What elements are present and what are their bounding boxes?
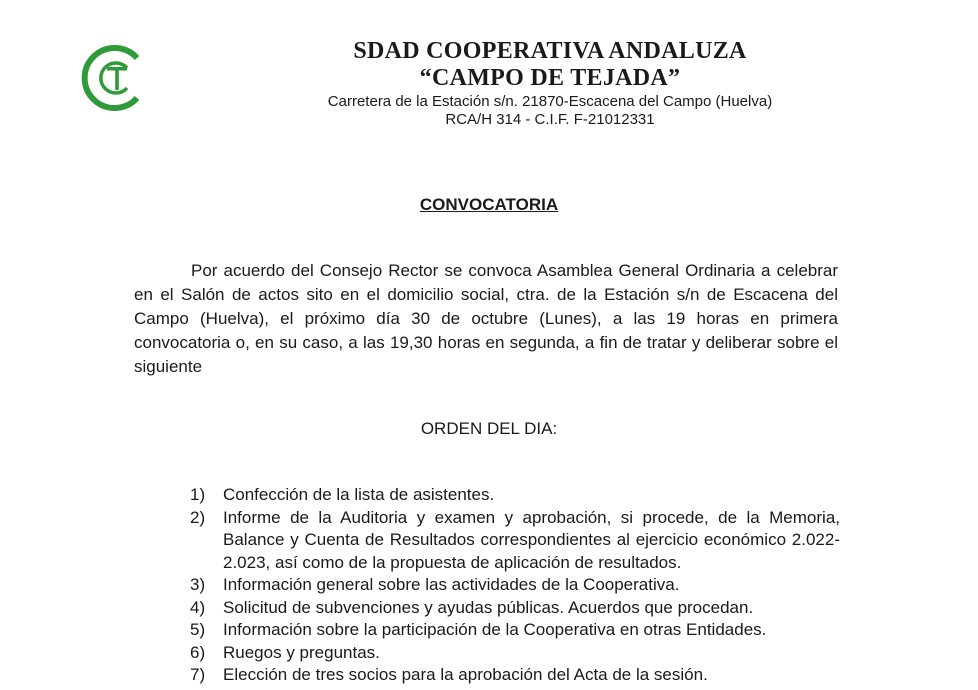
agenda-item-text: Informe de la Auditoria y examen y aprobación, si procede, de la Memoria, Balance y Cuenta de Resultados correspondientes al ejercicio económico 2.022-2.023, así como de la propuesta de aplicación de resultados. [223,507,840,572]
document-title: CONVOCATORIA [419,195,559,214]
org-registry: RCA/H 314 - C.I.F. F-21012331 [445,111,655,128]
agenda-item [190,642,840,665]
org-name-line1: SDAD COOPERATIVA ANDALUZA [353,38,747,64]
agenda-item-text: Ruegos y preguntas. [223,642,380,662]
agenda-item-number: 7) [190,665,206,684]
agenda-item-text: Confección de la lista de asistentes. [223,485,495,504]
agenda-list [190,484,840,687]
agenda-item [190,664,840,687]
cooperative-logo [80,44,148,112]
agenda-item-text: Información sobre la participación de la Cooperativa en otras Entidades. [223,620,767,639]
agenda-item [190,484,840,507]
agenda-item-number: 3) [190,575,206,594]
agenda-item-text: Elección de tres socios para la aprobación del Acta de la sesión. [223,665,708,684]
agenda-item [190,507,840,575]
agenda-heading: ORDEN DEL DIA: [420,419,558,438]
agenda-item [190,597,840,620]
agenda-item-number: 1) [190,485,206,504]
agenda-item-number: 5) [190,620,206,639]
convocation-paragraph: Por acuerdo del Consejo Rector se convoca Asamblea General Ordinaria a celebrar en el Salón de actos sito en el domicilio social, ctra. de la Estación s/n de Escacena del Campo (Huelva), el próximo día 30 de octubre (Lunes), a las 19 horas en primera convocatoria o, en su caso, a las 19,30 horas en segunda, a fin de tratar y deliberar sobre el siguiente [134,261,838,376]
org-name-line2: “CAMPO DE TEJADA” [419,65,681,91]
org-address: Carretera de la Estación s/n. 21870-Escacena del Campo (Huelva) [327,93,773,110]
agenda-item [190,619,840,642]
agenda-item-number: 4) [190,597,206,617]
agenda-item-text: Solicitud de subvenciones y ayudas públicas. Acuerdos que procedan. [223,597,754,617]
agenda-item-number: 2) [190,507,206,527]
agenda-item [190,574,840,597]
agenda-item-number: 6) [190,642,206,662]
agenda-item-text: Información general sobre las actividades de la Cooperativa. [223,575,680,594]
